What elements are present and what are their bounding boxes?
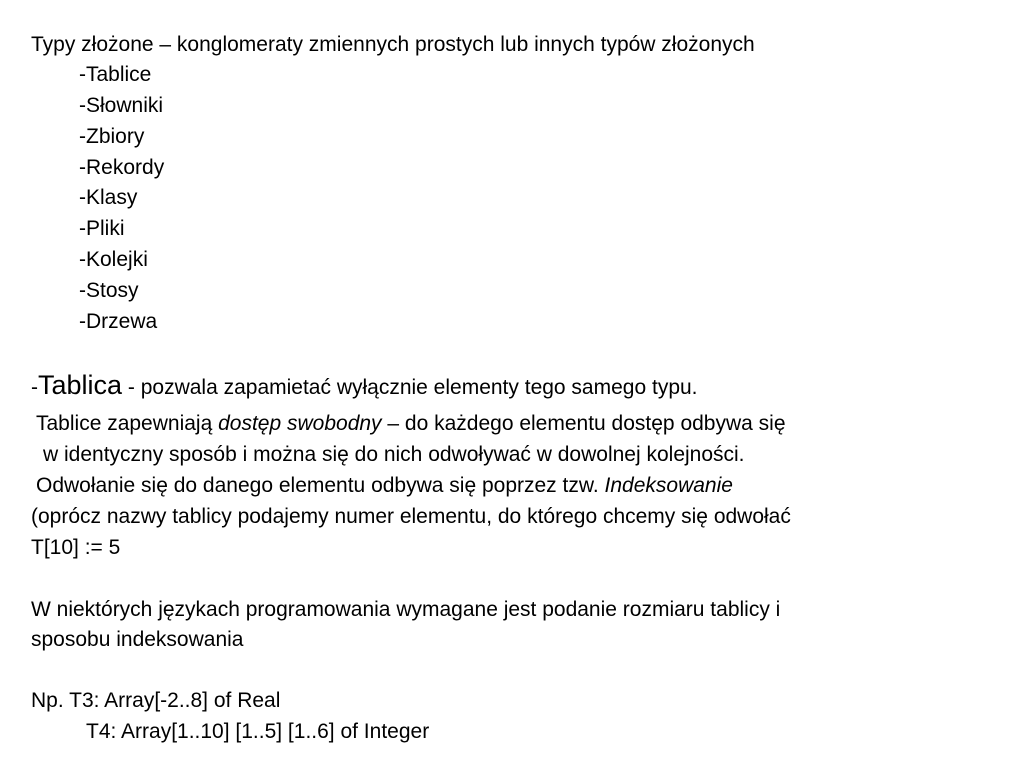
access-description — [36, 411, 786, 437]
type-item-kolejki: -Kolejki — [79, 248, 148, 271]
type-item-pliki: -Pliki — [79, 217, 125, 240]
type-item-stosy: -Stosy — [79, 279, 139, 302]
array-definition — [31, 372, 698, 401]
access-prefix: Tablice zapewniają — [36, 412, 219, 435]
indexing-description-line2: (oprócz nazwy tablicy podajemy numer elementu, do którego chcemy się odwołać — [31, 505, 791, 528]
size-note-line2: sposobu indeksowania — [31, 628, 244, 651]
type-item-klasy: -Klasy — [79, 186, 138, 209]
example-line1 — [31, 688, 280, 714]
indexing-description — [36, 473, 733, 499]
access-description-line2: w identyczny sposób i można się do nich odwoływać w dowolnej kolejności. — [43, 443, 745, 466]
type-item-rekordy: -Rekordy — [79, 156, 165, 179]
access-term: dostęp swobodny — [218, 412, 382, 435]
example-line2: T4: Array[1..10] [1..5] [1..6] of Integer — [86, 720, 430, 743]
type-item-tablice: -Tablice — [79, 63, 152, 86]
size-note-line1: W niektórych językach programowania wymagane jest podanie rozmiaru tablicy i — [31, 598, 781, 621]
access-suffix: – do każdego elementu dostęp odbywa się — [381, 412, 786, 435]
type-item-slowniki: -Słowniki — [79, 94, 164, 117]
indexing-term: Indeksowanie — [604, 474, 733, 497]
type-item-drzewa: -Drzewa — [79, 310, 158, 333]
intro-text: Typy złożone – konglomeraty zmiennych prostych lub innych typów złożonych — [31, 33, 755, 56]
example-t3: T3: Array[-2..8] of Real — [69, 689, 281, 712]
indexing-example: T[10] := 5 — [31, 536, 121, 559]
array-definition-text: - pozwala zapamietać wyłącznie elementy tego samego typu. — [122, 376, 698, 399]
array-term: Tablica — [38, 370, 123, 400]
array-dash: - — [31, 376, 38, 399]
indexing-prefix: Odwołanie się do danego elementu odbywa się poprzez tzw. — [36, 474, 605, 497]
type-item-zbiory: -Zbiory — [79, 125, 145, 148]
example-prefix: Np. — [31, 689, 70, 712]
